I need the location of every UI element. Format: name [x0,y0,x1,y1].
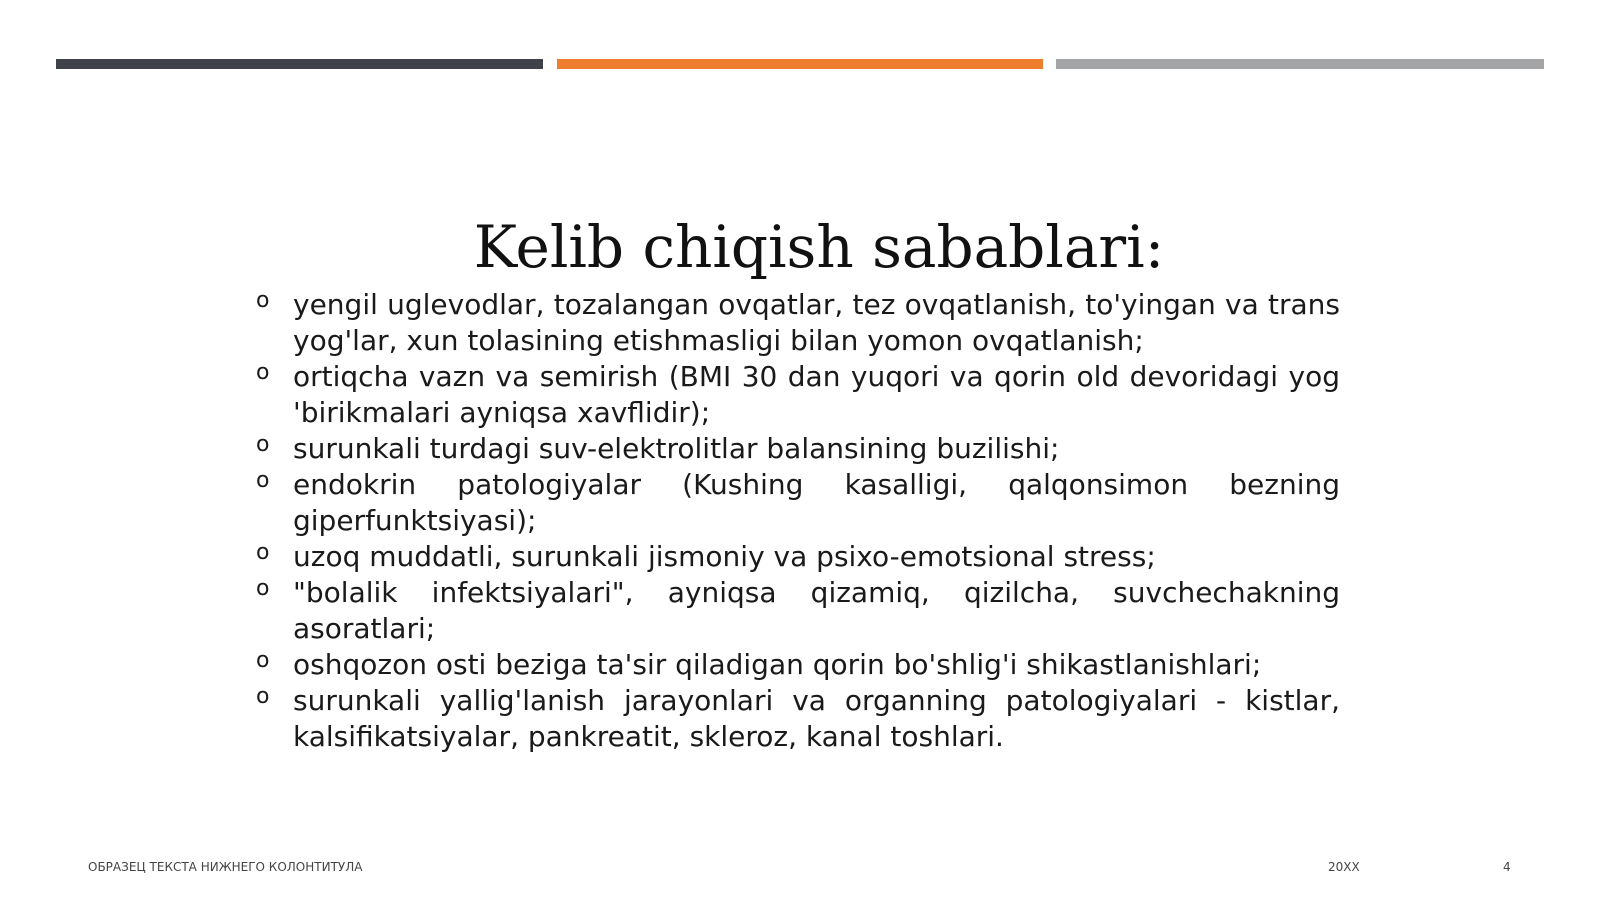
bullet-circle-icon: o [256,684,270,709]
page-number: 4 [1503,860,1511,874]
list-item-text: endokrin patologiyalar (Kushing kasalligi, qalqonsimon bezning giperfunktsiyasi); [293,468,1340,537]
list-item [250,359,1340,431]
list-item [250,431,1340,467]
bullet-circle-icon: o [256,360,270,385]
list-item [250,287,1340,359]
footer-text: ОБРАЗЕЦ ТЕКСТА НИЖНЕГО КОЛОНТИТУЛА [88,860,363,874]
header-bars [56,59,1544,69]
list-item-text: "bolalik infektsiyalari", ayniqsa qizamiq, qizilcha, suvchechakning asoratlari; [293,576,1340,645]
bullet-circle-icon: o [256,576,270,601]
list-item [250,683,1340,755]
header-bar-orange [557,59,1043,69]
slide-title: Kelib chiqish sabablari: [473,213,1165,281]
footer-date: 20XX [1328,860,1360,874]
list-item [250,539,1340,575]
header-bar-dark [56,59,543,69]
bullet-circle-icon: o [256,540,270,565]
header-bar-gray [1056,59,1544,69]
list-item-text: oshqozon osti beziga ta'sir qiladigan qorin bo'shlig'i shikastlanishlari; [293,648,1262,681]
bullet-circle-icon: o [256,432,270,457]
list-item-text: uzoq muddatli, surunkali jismoniy va psixo-emotsional stress; [293,540,1156,573]
list-item-text: surunkali yallig'lanish jarayonlari va organning patologiyalari - kistlar, kalsifikatsiyalar, pankreatit, skleroz, kanal toshlari. [293,684,1340,753]
list-item [250,647,1340,683]
bullet-circle-icon: o [256,648,270,673]
bullet-circle-icon: o [256,468,270,493]
bullet-circle-icon: o [256,288,270,313]
list-item [250,575,1340,647]
bullet-list [250,287,1340,755]
list-item-text: surunkali turdagi suv-elektrolitlar balansining buzilishi; [293,432,1060,465]
list-item-text: yengil uglevodlar, tozalangan ovqatlar, tez ovqatlanish, to'yingan va trans yog'lar, xun tolasining etishmasligi bilan yomon ovqatlanish; [293,288,1340,357]
list-item [250,467,1340,539]
list-item-text: ortiqcha vazn va semirish (BMI 30 dan yuqori va qorin old devoridagi yog 'birikmalari ayniqsa xavflidir); [293,360,1340,429]
